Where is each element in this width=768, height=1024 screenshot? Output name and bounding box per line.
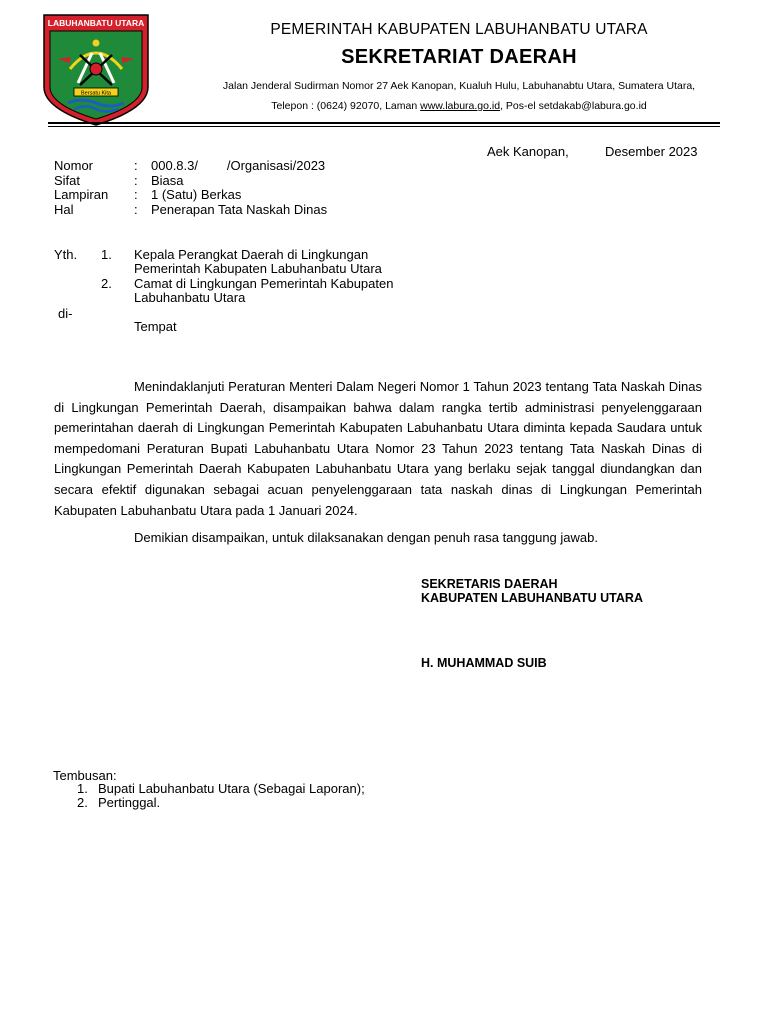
office-address: Jalan Jenderal Sudirman Nomor 27 Aek Kanopan, Kualuh Hulu, Labuhanabtu Utara, Sumatera Utara, bbox=[222, 80, 696, 92]
cc-item: Pertinggal. bbox=[98, 795, 161, 810]
cc-number: 1. bbox=[77, 781, 88, 796]
letter-date: Desember 2023 bbox=[605, 144, 698, 159]
meta-separator: : bbox=[134, 202, 138, 217]
meta-label: Sifat bbox=[54, 173, 81, 188]
body-paragraph: Menindaklanjuti Peraturan Menteri Dalam Negeri Nomor 1 Tahun 2023 tentang Tata Naskah Dinas di Lingkungan Pemerintah Daerah, disampaikan bahwa dalam rangka tertib administrasi penyelenggaraan pemerintahan daerah di Lingkungan Pemerintah Kabupaten Labuhanbatu Utara diminta kepada Saudara untuk mempedomani Peraturan Bupati Labuhanbatu Utara Nomor 23 Tahun 2023 tentang Tata Naskah Dinas di Lingkungan Pemerintah Daerah Kabupaten Labuhanbatu Utara yang berlaku sejak tanggal diundangkan dan secara efektif digunakan sebagai acuan penyelenggaraan tata naskah dinas di Lingkungan Pemerintah Kabupaten Labuhanbatu Utara pada 1 Januari 2024. bbox=[54, 379, 702, 518]
yth-label: Yth. bbox=[54, 247, 78, 262]
meta-value: 1 (Satu) Berkas bbox=[151, 187, 242, 202]
letter-body bbox=[54, 377, 702, 549]
closing-paragraph: Demikian disampaikan, untuk dilaksanakan dengan penuh rasa tanggung jawab. bbox=[134, 530, 598, 546]
regency-emblem-icon bbox=[40, 9, 152, 127]
meta-label: Hal bbox=[54, 202, 74, 217]
office-contact bbox=[150, 100, 768, 112]
signatory-name: H. MUHAMMAD SUIB bbox=[421, 656, 547, 670]
header-rule-thick bbox=[48, 122, 720, 124]
meta-label: Nomor bbox=[54, 158, 94, 173]
office-name: SEKRETARIAT DAERAH bbox=[341, 46, 577, 68]
contact-prefix: Telepon : (0624) 92070, Laman bbox=[271, 100, 421, 112]
website-link[interactable]: www.labura.go.id bbox=[420, 100, 501, 112]
header-rule-thin bbox=[48, 126, 720, 127]
recipient-line: Camat di Lingkungan Pemerintah Kabupaten bbox=[134, 276, 394, 291]
meta-separator: : bbox=[134, 158, 138, 173]
cc-number: 2. bbox=[77, 795, 88, 810]
recipient-line: Labuhanbatu Utara bbox=[134, 290, 246, 305]
cc-item: Bupati Labuhanbatu Utara (Sebagai Laporan); bbox=[98, 781, 365, 796]
regency-logo bbox=[40, 9, 152, 127]
svg-text:LABUHANBATU UTARA: LABUHANBATU UTARA bbox=[47, 18, 145, 28]
meta-value: 000.8.3/ /Organisasi/2023 bbox=[151, 158, 326, 173]
cc-heading: Tembusan: bbox=[53, 768, 117, 783]
signatory-title: KABUPATEN LABUHANBATU UTARA bbox=[421, 591, 643, 605]
svg-text:Bersatu Kita: Bersatu Kita bbox=[81, 90, 111, 97]
signatory-title: SEKRETARIS DAERAH bbox=[421, 577, 558, 591]
meta-separator: : bbox=[134, 187, 138, 202]
meta-value: Biasa bbox=[151, 173, 184, 188]
government-name: PEMERINTAH KABUPATEN LABUHANBATU UTARA bbox=[270, 21, 648, 38]
recipient-number: 2. bbox=[101, 276, 112, 291]
recipient-number: 1. bbox=[101, 247, 112, 262]
meta-value: Penerapan Tata Naskah Dinas bbox=[151, 202, 328, 217]
recipient-line: Kepala Perangkat Daerah di Lingkungan bbox=[134, 247, 369, 262]
letter-place: Aek Kanopan, bbox=[487, 144, 569, 159]
meta-separator: : bbox=[134, 173, 138, 188]
tempat-label: Tempat bbox=[134, 319, 177, 334]
contact-suffix: , Pos-el setdakab@labura.go.id bbox=[500, 100, 647, 112]
recipient-line: Pemerintah Kabupaten Labuhanbatu Utara bbox=[134, 261, 382, 276]
meta-label: Lampiran bbox=[54, 187, 109, 202]
di-label: di- bbox=[58, 306, 73, 321]
